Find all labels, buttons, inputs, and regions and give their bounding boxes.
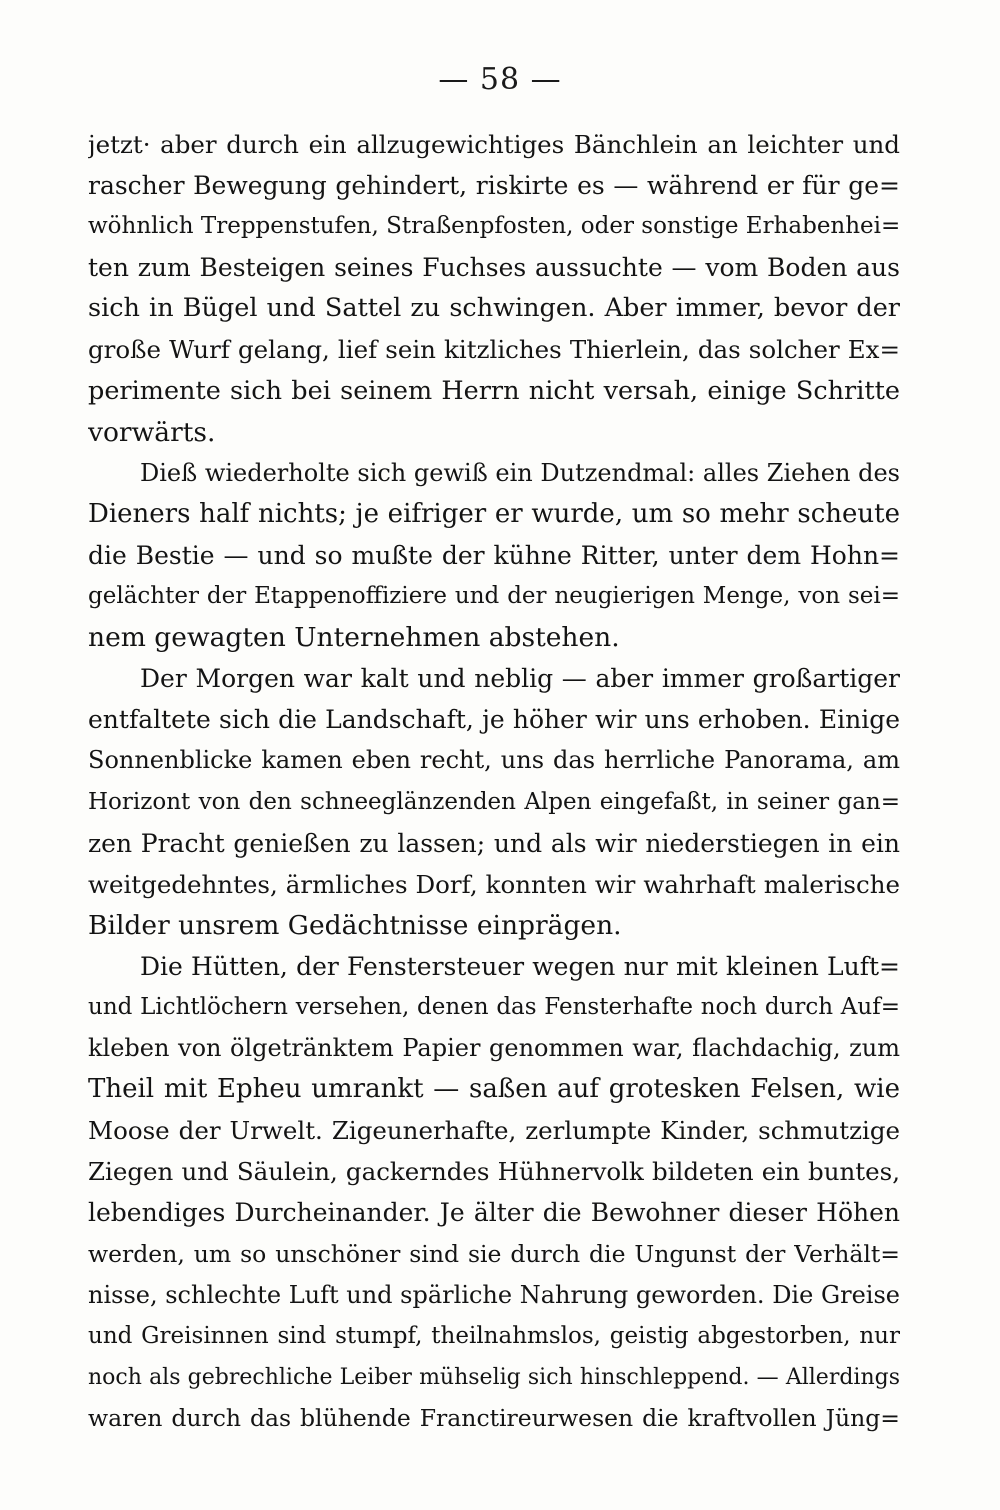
text-line: nisse, schlechte Luft und spärliche Nahrung geworden. Die Greise: [88, 1280, 900, 1309]
text-line: und Greisinnen sind stumpf, theilnahmslos, geistig abgestorben, nur: [88, 1322, 900, 1349]
text-line: Sonnenblicke kamen eben recht, uns das herrliche Panorama, am: [88, 746, 900, 775]
text-line: waren durch das blühende Franctireurwesen die kraftvollen Jüng=: [88, 1403, 900, 1432]
text-line: Ziegen und Säulein, gackerndes Hühnervolk bildeten ein buntes,: [88, 1157, 900, 1187]
page-number: — 58 —: [438, 62, 562, 97]
text-line: Dieß wiederholte sich gewiß ein Dutzendmal: alles Ziehen des: [140, 458, 900, 487]
body-text: [88, 124, 900, 1439]
text-line: rascher Bewegung gehindert, riskirte es — während er für ge=: [88, 171, 900, 201]
text-line: sich in Bügel und Sattel zu schwingen. Aber immer, bevor der: [88, 293, 900, 324]
text-line: Der Morgen war kalt und neblig — aber immer großartiger: [140, 664, 900, 694]
text-line: perimente sich bei seinem Herrn nicht versah, einige Schritte: [88, 375, 900, 406]
text-line: Theil mit Epheu umrankt — saßen auf grotesken Felsen, wie: [88, 1074, 900, 1105]
text-line: die Bestie — und so mußte der kühne Ritter, unter dem Hohn=: [88, 540, 900, 570]
text-line: vorwärts.: [88, 416, 216, 448]
text-line: Die Hütten, der Fenstersteuer wegen nur mit kleinen Luft=: [140, 951, 900, 981]
text-line: entfaltete sich die Landschaft, je höher wir uns erhoben. Einige: [88, 705, 900, 735]
text-line: ten zum Besteigen seines Fuchses aussuchte — vom Boden aus: [88, 253, 900, 283]
text-line: kleben von ölgetränktem Papier genommen war, flachdachig, zum: [88, 1034, 900, 1063]
text-line: jetzt· aber durch ein allzugewichtiges Bänchlein an leichter und: [88, 130, 900, 159]
text-line: Moose der Urwelt. Zigeunerhafte, zerlumpte Kinder, schmutzige: [88, 1116, 900, 1146]
text-line: Bilder unsrem Gedächtnisse einprägen.: [88, 909, 622, 941]
text-line: noch als gebrechliche Leiber mühselig sich hinschleppend. — Allerdings: [88, 1364, 900, 1390]
text-line: zen Pracht genießen zu lassen; und als wir niederstiegen in ein: [88, 828, 900, 858]
text-line: wöhnlich Treppenstufen, Straßenpfosten, oder sonstige Erhabenhei=: [88, 213, 900, 240]
text-line: Horizont von den schneeglänzenden Alpen eingefaßt, in seiner gan=: [88, 788, 900, 815]
text-line: große Wurf gelang, lief sein kitzliches Thierlein, das solcher Ex=: [88, 335, 900, 365]
text-line: werden, um so unschöner sind sie durch die Ungunst der Verhält=: [88, 1239, 900, 1268]
text-line: lebendiges Durcheinander. Je älter die Bewohner dieser Höhen: [88, 1198, 900, 1228]
text-line: nem gewagten Unternehmen abstehen.: [88, 622, 620, 654]
text-line: Dieners half nichts; je eifriger er wurde, um so mehr scheute: [88, 498, 900, 529]
text-line: weitgedehntes, ärmliches Dorf, konnten wir wahrhaft malerische: [88, 869, 900, 899]
text-line: und Lichtlöchern versehen, denen das Fensterhafte noch durch Auf=: [88, 993, 900, 1020]
text-line: gelächter der Etappenoffiziere und der neugierigen Menge, von sei=: [88, 583, 900, 610]
